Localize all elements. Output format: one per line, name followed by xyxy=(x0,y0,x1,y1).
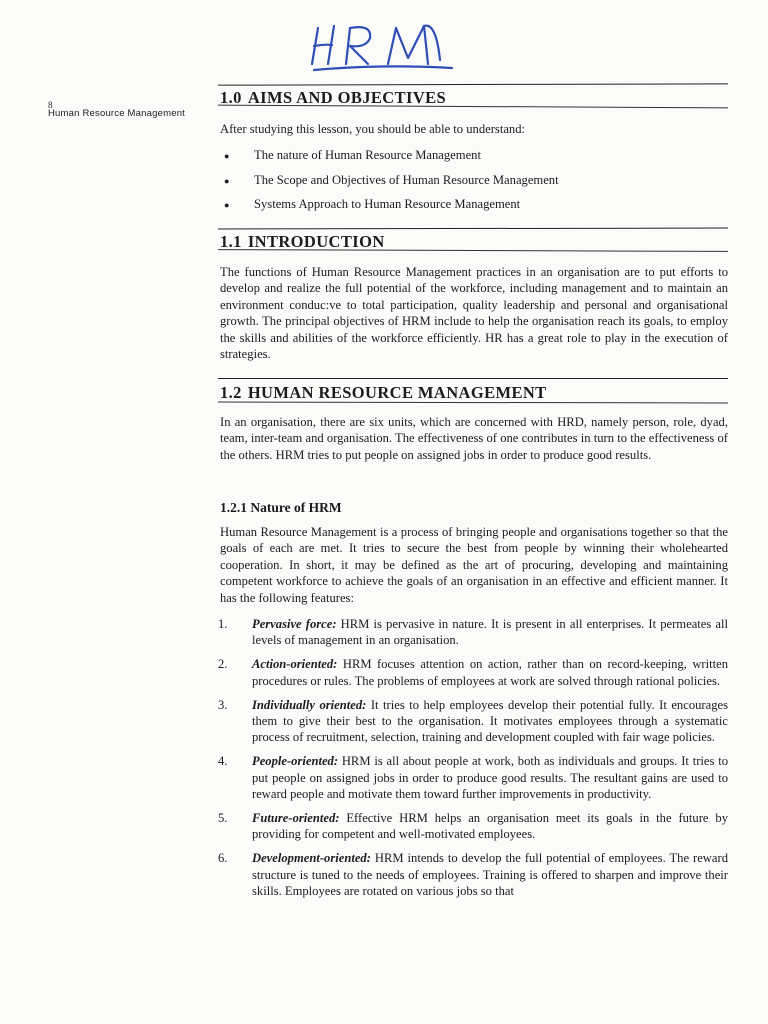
feature-number: 5. xyxy=(218,811,228,826)
section-rule-top xyxy=(218,228,728,230)
introduction-paragraph: The functions of Human Resource Management practices in an organisation are to put efforts to develop and realize the full potential of the workforce, including management and to maintain an environment conduc:ve to total participation, quality leadership and personal and organisational growth. The principal objectives of HRM include to help the organisation reach its goals, to employ the skills and abilities of the workforce efficiently. HR has a great role to play in the execution of strategies. xyxy=(220,265,728,362)
section-number: 1.1 xyxy=(220,232,242,251)
list-item: ● The nature of Human Resource Management xyxy=(220,148,720,173)
section-number: 1.2 xyxy=(220,383,242,402)
running-head: Human Resource Management xyxy=(48,108,186,119)
section-rule-top xyxy=(218,378,728,379)
subsection-heading-nature: 1.2.1 Nature of HRM xyxy=(220,500,342,515)
feature-number: 3. xyxy=(218,697,228,712)
list-item: ● Systems Approach to Human Resource Management xyxy=(220,197,720,222)
hrm-paragraph: In an organisation, there are six units, which are concerned with HRD, namely person, role, dyad, team, inter-team and organisation. The effectiveness of one contributes in turn to the effectiveness of the others. HRM tries to put people on assigned jobs in order to produce good results. xyxy=(220,415,728,462)
feature-term: Individually oriented: xyxy=(252,697,367,712)
aims-intro: After studying this lesson, you should be able to understand: xyxy=(220,122,526,136)
section-title: AIMS AND OBJECTIVES xyxy=(247,88,447,107)
page-number: 8 xyxy=(48,100,53,110)
feature-term: Pervasive force: xyxy=(252,617,337,631)
feature-text: HRM focuses attention on action, rather than on record-keeping, written procedures or rules. The problems of employees at work are solved through rational policies. xyxy=(252,657,728,688)
aims-bullet-list xyxy=(220,148,720,222)
nature-paragraph: Human Resource Management is a process of bringing people and organisations together so that the goals of each are met. It tries to secure the best from people by winning their wholehearted cooperation. In short, it may be defined as the art of procuring, developing and maintaining competent workforce to achieve the goals of an organisation in an effective and efficient manner. It has the following features: xyxy=(220,525,728,605)
feature-item-future xyxy=(218,810,728,842)
feature-number: 4. xyxy=(218,754,228,769)
feature-text: HRM intends to develop the full potential of employees. The reward structure is tuned to the needs of employees. Training is offered to sharpen and improve their skills. Employees are rotated on various jobs so that xyxy=(252,851,728,898)
feature-term: Action-oriented: xyxy=(252,657,338,672)
feature-list xyxy=(218,616,728,899)
feature-number: 6. xyxy=(218,851,228,866)
feature-item-pervasive xyxy=(218,616,728,648)
handwritten-hrm-annotation xyxy=(300,14,470,84)
feature-item-action xyxy=(218,656,728,688)
feature-term: Development-oriented: xyxy=(252,851,371,866)
section-title: INTRODUCTION xyxy=(247,232,385,251)
section-rule-top xyxy=(218,83,728,85)
feature-text: Effective HRM helps an organisation meet its goals in the future by providing for competent and well-motivated employees. xyxy=(252,811,728,842)
section-number: 1.0 xyxy=(220,88,242,107)
feature-term: People-oriented: xyxy=(252,754,339,769)
section-title: HUMAN RESOURCE MANAGEMENT xyxy=(247,383,547,402)
feature-text: It tries to help employees develop their potential fully. It encourages them to give their best to the organisation. It motivates employees through a systematic process of recruitment, selection, training and development coupled with fair wage policies. xyxy=(252,697,728,745)
feature-item-development xyxy=(218,850,728,899)
feature-term: Future-oriented: xyxy=(252,811,340,826)
feature-text: HRM is all about people at work, both as individuals and groups. It tries to put people on assigned jobs in order to produce good results. The resultant gains are used to reward people and motivate them toward further improvements in productivity. xyxy=(252,754,728,801)
feature-number: 2. xyxy=(218,657,228,672)
list-item: ● The Scope and Objectives of Human Resource Management xyxy=(220,173,720,198)
feature-item-individually xyxy=(218,697,728,746)
section-heading-hrm xyxy=(220,383,547,403)
feature-text: HRM is pervasive in nature. It is present in all enterprises. It permeates all levels of management in an organisation. xyxy=(252,617,728,648)
feature-number: 1. xyxy=(218,617,228,631)
feature-item-people xyxy=(218,753,728,802)
section-rule-bottom xyxy=(218,402,728,404)
